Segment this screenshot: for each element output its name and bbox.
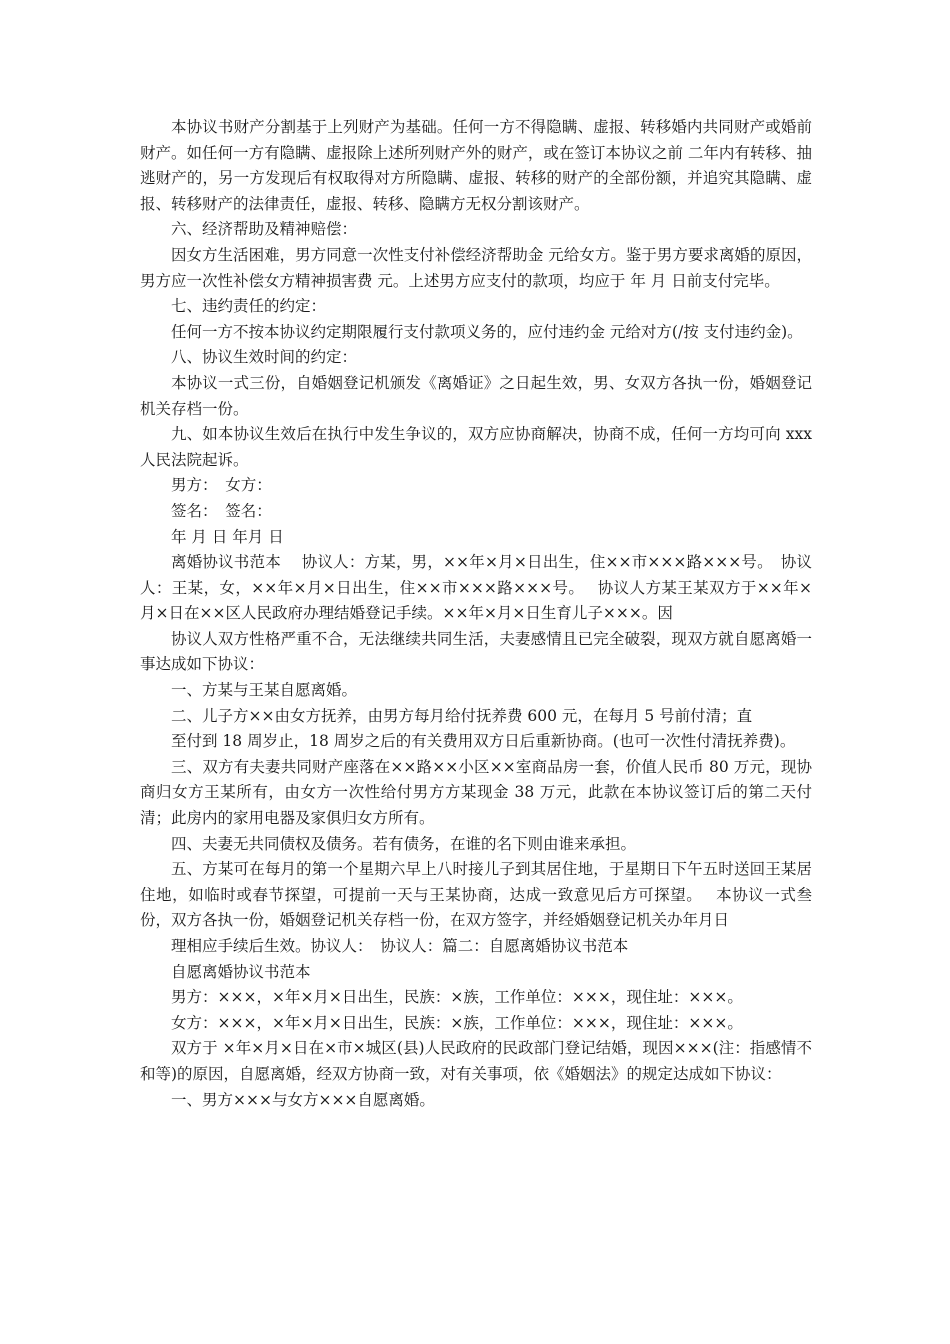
paragraph-marriage-registration: 双方于 ×年×月×日在×市×城区(县)人民政府的民政部门登记结婚，现因×××(注：指感情不和等)的原因，自愿离婚，经双方协商一致，对有关事项，依《婚姻法》的规定达成如下协议：: [140, 1039, 812, 1083]
paragraph-sample-intro: 离婚协议书范本 协议人：方某，男，××年×月×日出生，住××市×××路×××号。 协议人：王某，女，××年×月×日出生，住××市×××路×××号。 协议人方某王某双方于××年×月×日在××区人民政府办理结婚登记手续。××年×月×日生育儿子×××。因: [140, 553, 812, 623]
paragraph-effective-time: 本协议一式三份，自婚姻登记机颁发《离婚证》之日起生效，男、女双方各执一份，婚姻登记机关存档一份。: [140, 373, 812, 418]
clause-3-property: 三、双方有夫妻共同财产座落在××路××小区××室商品房一套，价值人民币 80 万元，现协商归女方王某所有，由女方一次性给付男方方某现金 38 万元，此款在本协议签订后的第二天付清；此房内的家用电器及家俱归女方所有。: [140, 757, 812, 828]
party-male-info: 男方：×××，×年×月×日出生，民族：×族，工作单位：×××，现住址：×××。: [171, 988, 743, 1007]
party-female-info: 女方：×××，×年×月×日出生，民族：×族，工作单位：×××，现住址：×××。: [171, 1013, 743, 1032]
clause-5-visitation: 五、方某可在每月的第一个星期六早上八时接儿子到其居住地，于星期日下午五时送回王某居住地，如临时或春节探望，可提前一天与王某协商，达成一致意见后方可探望。 本协议一式叁份，双方各执一份，婚姻登记机关存档一份，在双方签字，并经婚姻登记机关办年月日: [140, 860, 812, 930]
paragraph-property-disclosure: 本协议书财产分割基于上列财产为基础。任何一方不得隐瞒、虚报、转移婚内共同财产或婚前财产。如任何一方有隐瞒、虚报除上述所列财产外的财产，或在签订本协议之前 二年内有转移、抽逃财产的，另一方发现后有权取得对方所隐瞒、虚报、转移的财产的全部份额，并追究其隐瞒、虚报、转移财产的法律责任，虚报、转移、隐瞒方无权分割该财产。: [140, 118, 812, 213]
paragraph-breach: 任何一方不按本协议约定期限履行支付款项义务的，应付违约金 元给对方(/按 支付违约金)。: [171, 322, 803, 341]
heading-effective-time: 八、协议生效时间的约定：: [171, 348, 358, 367]
clause-1-voluntary-divorce: 一、男方×××与女方×××自愿离婚。: [171, 1090, 435, 1109]
paragraph-dispute: 九、如本协议生效后在执行中发生争议的，双方应协商解决，协商不成，任何一方均可向 xxx 人民法院起诉。: [140, 425, 812, 469]
heading-breach: 七、违约责任的约定：: [171, 297, 327, 316]
signature-parties: 男方： 女方：: [171, 476, 272, 495]
heading-economic-help: 六、经济帮助及精神赔偿：: [171, 220, 358, 239]
clause-1-divorce: 一、方某与王某自愿离婚。: [171, 681, 358, 700]
signature-dates: 年 月 日 年月 日: [171, 527, 284, 546]
document-page: [140, 115, 812, 1113]
signature-names: 签名： 签名：: [171, 501, 272, 520]
clause-2-custody-continued: 至付到 18 周岁止，18 周岁之后的有关费用双方日后重新协商。(也可一次性付清抚养费)。: [171, 732, 796, 751]
section-title-voluntary-divorce: 自愿离婚协议书范本: [171, 962, 311, 981]
paragraph-agreement-reason: 协议人双方性格严重不合，无法继续共同生活，夫妻感情且已完全破裂，现双方就自愿离婚一事达成如下协议：: [140, 629, 812, 674]
paragraph-effective-signature: 理相应手续后生效。协议人： 协议人：篇二：自愿离婚协议书范本: [171, 937, 629, 955]
paragraph-economic-help: 因女方生活困难，男方同意一次性支付补偿经济帮助金 元给女方。鉴于男方要求离婚的原因，男方应一次性补偿女方精神损害费 元。上述男方应支付的款项，均应于 年 月 日前支付完毕。: [140, 245, 812, 290]
clause-2-custody: 二、儿子方××由女方抚养，由男方每月给付抚养费 600 元，在每月 5 号前付清；直: [171, 706, 753, 725]
clause-4-debts: 四、夫妻无共同债权及债务。若有债务，在谁的名下则由谁来承担。: [171, 834, 637, 853]
